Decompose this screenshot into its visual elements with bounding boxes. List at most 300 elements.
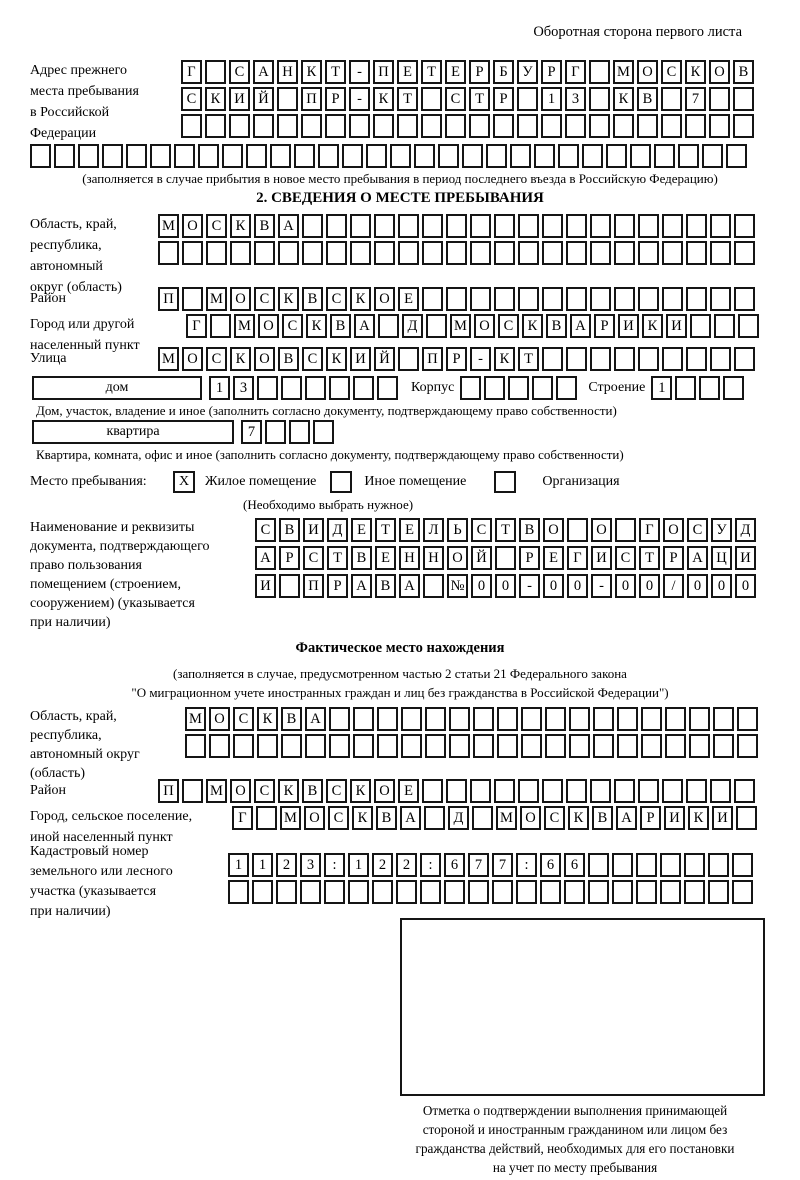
char-cell (566, 287, 587, 311)
char-cell (638, 214, 659, 238)
char-cell (492, 880, 513, 904)
char-cell: П (158, 287, 179, 311)
char-cell (637, 114, 658, 138)
char-cell: 0 (495, 574, 516, 598)
char-cell: 1 (209, 376, 230, 400)
char-cell (377, 707, 398, 731)
char-cell (734, 347, 755, 371)
actual-region-label (30, 707, 185, 783)
char-cell (612, 853, 633, 877)
char-cell: К (230, 214, 251, 238)
char-cell: 6 (540, 853, 561, 877)
char-cell (558, 144, 579, 168)
char-cell (182, 241, 203, 265)
street-label: Улица (30, 351, 67, 366)
char-cell: А (399, 574, 420, 598)
char-cell: С (302, 347, 323, 371)
char-cell: Г (186, 314, 207, 338)
char-cell (422, 241, 443, 265)
char-cell: И (666, 314, 687, 338)
char-cell (708, 880, 729, 904)
char-cell: Р (469, 60, 490, 84)
char-cell: / (663, 574, 684, 598)
actual-location-note-line: (заполняется в случае, предусмотренном частью 2 статьи 21 Федерального закона (173, 666, 627, 681)
char-cell: В (546, 314, 567, 338)
char-cell (521, 707, 542, 731)
char-cell (350, 241, 371, 265)
char-cell: В (330, 314, 351, 338)
char-cell (661, 114, 682, 138)
actual-location-title: Фактическое место нахождения (295, 640, 505, 656)
char-cell: Р (663, 546, 684, 570)
char-cell (678, 144, 699, 168)
char-cell: И (303, 518, 324, 542)
document-label-line: при наличии) (30, 615, 111, 630)
stamp-box (400, 918, 765, 1096)
char-cell: О (230, 779, 251, 803)
char-cell (270, 144, 291, 168)
char-cell: В (302, 779, 323, 803)
region-label-line: автономный (30, 259, 103, 274)
char-cell (733, 87, 754, 111)
actual-district-row (158, 779, 758, 803)
char-cell: Т (639, 546, 660, 570)
char-cell (710, 214, 731, 238)
char-cell (630, 144, 651, 168)
stamp-note (360, 1101, 790, 1177)
char-cell (684, 880, 705, 904)
char-cell (518, 287, 539, 311)
char-cell: М (496, 806, 517, 830)
char-cell (684, 853, 705, 877)
char-cell: М (234, 314, 255, 338)
char-cell (689, 707, 710, 731)
actual-city-block (30, 806, 770, 845)
char-cell: С (206, 214, 227, 238)
char-cell: Р (446, 347, 467, 371)
char-cell: К (257, 707, 278, 731)
char-cell: П (303, 574, 324, 598)
char-cell: К (613, 87, 634, 111)
cadastral-label-line: Кадастровый номер (30, 844, 149, 859)
cadastral-row-1 (228, 853, 756, 877)
char-cell (252, 880, 273, 904)
char-cell: 7 (685, 87, 706, 111)
char-cell: В (592, 806, 613, 830)
korpus-label: Корпус (411, 380, 455, 395)
char-cell: О (254, 347, 275, 371)
char-cell (636, 880, 657, 904)
stay-type-note: (Необходимо выбрать нужное) (243, 497, 414, 512)
house-row (32, 376, 770, 400)
prev-address-label-line: Федерации (30, 126, 97, 141)
char-cell: В (278, 347, 299, 371)
document-label-line: помещением (строением, (30, 577, 181, 592)
char-cell (494, 214, 515, 238)
char-cell: Д (448, 806, 469, 830)
char-cell (590, 241, 611, 265)
actual-region-row-1 (185, 707, 761, 731)
document-label-line: документа, подтверждающего (30, 539, 210, 554)
char-cell: 6 (564, 853, 585, 877)
char-cell: С (181, 87, 202, 111)
apartment-note: Квартира, комната, офис и иное (заполнить согласно документу, подтверждающему право собственности) (36, 447, 624, 462)
char-cell: М (450, 314, 471, 338)
char-cell (737, 707, 758, 731)
char-cell: Р (327, 574, 348, 598)
char-cell: А (255, 546, 276, 570)
char-cell: А (253, 60, 274, 84)
char-cell (510, 144, 531, 168)
char-cell (614, 241, 635, 265)
char-cell (198, 144, 219, 168)
char-cell: К (230, 347, 251, 371)
char-cell (686, 779, 707, 803)
char-cell (324, 880, 345, 904)
region-block (30, 214, 770, 295)
prev-address-label (30, 60, 181, 144)
char-cell (542, 214, 563, 238)
region-label-line: округ (область) (30, 280, 122, 295)
char-cell (460, 376, 481, 400)
actual-region-label-line: республика, (30, 728, 102, 743)
char-cell: В (254, 214, 275, 238)
char-cell: С (254, 779, 275, 803)
char-cell: А (570, 314, 591, 338)
char-cell: С (615, 546, 636, 570)
stroenie-label: Строение (588, 380, 646, 395)
char-cell (150, 144, 171, 168)
char-cell (233, 734, 254, 758)
char-cell: М (280, 806, 301, 830)
char-cell (662, 214, 683, 238)
char-cell: : (420, 853, 441, 877)
char-cell (593, 707, 614, 731)
char-cell: Г (639, 518, 660, 542)
char-cell: О (304, 806, 325, 830)
char-cell: Д (735, 518, 756, 542)
char-cell: Г (181, 60, 202, 84)
char-cell (638, 287, 659, 311)
char-cell: И (664, 806, 685, 830)
char-cell (78, 144, 99, 168)
char-cell (494, 779, 515, 803)
char-cell (566, 214, 587, 238)
char-cell: В (279, 518, 300, 542)
char-cell: С (661, 60, 682, 84)
char-cell: В (376, 806, 397, 830)
char-cell (638, 241, 659, 265)
char-cell: : (324, 853, 345, 877)
char-cell: Т (469, 87, 490, 111)
char-cell: П (158, 779, 179, 803)
char-cell (446, 241, 467, 265)
char-cell (636, 853, 657, 877)
char-cell (181, 114, 202, 138)
char-cell: Й (374, 347, 395, 371)
char-cell (426, 314, 447, 338)
korpus-cells (460, 376, 580, 400)
cadastral-block (30, 842, 770, 919)
prev-address-row-3 (181, 114, 757, 138)
char-cell: С (254, 287, 275, 311)
char-cell: К (350, 287, 371, 311)
char-cell (638, 779, 659, 803)
char-cell: Р (541, 60, 562, 84)
prev-address-label-line: в Российской (30, 105, 110, 120)
document-label-line: сооружением) (указывается (30, 596, 195, 611)
char-cell: С (229, 60, 250, 84)
char-cell (726, 144, 747, 168)
stamp-note-line: гражданства действий, необходимых для его постановки (415, 1141, 735, 1156)
char-cell (222, 144, 243, 168)
char-cell (542, 779, 563, 803)
char-cell (422, 214, 443, 238)
char-cell: 0 (711, 574, 732, 598)
char-cell: - (591, 574, 612, 598)
char-cell: М (158, 214, 179, 238)
char-cell (425, 734, 446, 758)
char-cell (734, 241, 755, 265)
char-cell: 0 (687, 574, 708, 598)
char-cell: С (206, 347, 227, 371)
char-cell (569, 734, 590, 758)
char-cell: О (637, 60, 658, 84)
char-cell: Н (399, 546, 420, 570)
char-cell (366, 144, 387, 168)
cadastral-label-line: участка (указывается (30, 884, 157, 899)
char-cell (253, 114, 274, 138)
char-cell: В (281, 707, 302, 731)
char-cell (302, 241, 323, 265)
char-cell (685, 114, 706, 138)
char-cell (329, 707, 350, 731)
char-cell: Т (327, 546, 348, 570)
char-cell: Т (518, 347, 539, 371)
char-cell: Е (397, 60, 418, 84)
char-cell: В (637, 87, 658, 111)
char-cell (486, 144, 507, 168)
char-cell: К (301, 60, 322, 84)
stay-type-option-residential: Жилое помещение (205, 474, 317, 489)
char-cell: М (206, 779, 227, 803)
char-cell: 3 (300, 853, 321, 877)
char-cell: Е (445, 60, 466, 84)
city-label-line: населенный пункт (30, 338, 140, 353)
char-cell: 0 (543, 574, 564, 598)
char-cell (265, 420, 286, 444)
city-row (186, 314, 762, 338)
char-cell: 2 (372, 853, 393, 877)
document-row-2 (255, 546, 759, 570)
char-cell (732, 853, 753, 877)
char-cell: С (282, 314, 303, 338)
section2-title: 2. СВЕДЕНИЯ О МЕСТЕ ПРЕБЫВАНИЯ (256, 190, 544, 206)
char-cell: О (543, 518, 564, 542)
char-cell: О (182, 347, 203, 371)
char-cell (641, 734, 662, 758)
prev-address-row-2 (181, 87, 757, 111)
char-cell: С (326, 287, 347, 311)
char-cell (257, 734, 278, 758)
char-cell (714, 314, 735, 338)
char-cell (508, 376, 529, 400)
char-cell: - (349, 60, 370, 84)
char-cell (495, 546, 516, 570)
char-cell: М (158, 347, 179, 371)
char-cell: С (445, 87, 466, 111)
char-cell (305, 376, 326, 400)
char-cell (518, 779, 539, 803)
char-cell (257, 376, 278, 400)
char-cell (422, 287, 443, 311)
char-cell (205, 60, 226, 84)
char-cell (446, 214, 467, 238)
char-cell (565, 114, 586, 138)
char-cell (279, 574, 300, 598)
char-cell: К (350, 779, 371, 803)
char-cell (470, 241, 491, 265)
char-cell (182, 779, 203, 803)
char-cell (661, 87, 682, 111)
char-cell (590, 287, 611, 311)
char-cell: К (205, 87, 226, 111)
char-cell: Р (279, 546, 300, 570)
char-cell: М (613, 60, 634, 84)
char-cell: Д (327, 518, 348, 542)
char-cell (606, 144, 627, 168)
char-cell (494, 241, 515, 265)
char-cell: С (328, 806, 349, 830)
actual-region-label-line: Область, край, (30, 709, 117, 724)
stamp-note-line: стороной и иностранным гражданином или лицом без (422, 1122, 728, 1137)
char-cell (660, 853, 681, 877)
char-cell (723, 376, 744, 400)
char-cell (736, 806, 757, 830)
char-cell: К (685, 60, 706, 84)
char-cell (325, 114, 346, 138)
char-cell (281, 734, 302, 758)
char-cell (614, 347, 635, 371)
char-cell: О (258, 314, 279, 338)
char-cell (276, 880, 297, 904)
char-cell (613, 114, 634, 138)
char-cell (246, 144, 267, 168)
char-cell (612, 880, 633, 904)
char-cell (301, 114, 322, 138)
char-cell (329, 734, 350, 758)
region-label (30, 214, 158, 298)
char-cell (377, 734, 398, 758)
char-cell: К (688, 806, 709, 830)
char-cell (541, 114, 562, 138)
char-cell: Е (399, 518, 420, 542)
char-cell: О (182, 214, 203, 238)
char-cell: 0 (615, 574, 636, 598)
actual-city-label-line: Город, сельское поселение, (30, 809, 193, 824)
char-cell (390, 144, 411, 168)
district-row (158, 287, 758, 311)
char-cell (532, 376, 553, 400)
char-cell (493, 114, 514, 138)
char-cell (638, 347, 659, 371)
prev-address-row-4 (30, 144, 770, 168)
document-label-line: Наименование и реквизиты (30, 520, 195, 535)
region-row-1 (158, 214, 758, 238)
char-cell: К (278, 287, 299, 311)
char-cell (348, 880, 369, 904)
char-cell (256, 806, 277, 830)
char-cell: Р (519, 546, 540, 570)
char-cell (401, 734, 422, 758)
actual-city-row (232, 806, 760, 830)
char-cell (398, 214, 419, 238)
char-cell: Р (594, 314, 615, 338)
prev-address-label-line: Адрес прежнего (30, 63, 127, 78)
char-cell (473, 707, 494, 731)
char-cell (662, 347, 683, 371)
char-cell: В (375, 574, 396, 598)
char-cell (102, 144, 123, 168)
char-cell: С (544, 806, 565, 830)
char-cell (421, 87, 442, 111)
cadastral-label (30, 842, 228, 922)
apartment-box: квартира (32, 420, 234, 444)
char-cell (737, 734, 758, 758)
char-cell: 1 (651, 376, 672, 400)
char-cell (665, 707, 686, 731)
char-cell: К (306, 314, 327, 338)
char-cell: - (519, 574, 540, 598)
char-cell (521, 734, 542, 758)
actual-district-block (30, 779, 770, 806)
char-cell (398, 241, 419, 265)
street-row (158, 347, 758, 371)
char-cell: 7 (241, 420, 262, 444)
char-cell: Н (423, 546, 444, 570)
prev-address-note: (заполняется в случае прибытия в новое место пребывания в период последнего въезда в Российскую Федерацию) (82, 171, 718, 186)
prev-address-block (30, 60, 770, 144)
char-cell (699, 376, 720, 400)
char-cell (484, 376, 505, 400)
stay-type-label: Место пребывания: (30, 474, 147, 489)
char-cell (425, 707, 446, 731)
char-cell (675, 376, 696, 400)
char-cell (300, 880, 321, 904)
char-cell: 1 (541, 87, 562, 111)
char-cell (397, 114, 418, 138)
apartment-cells (241, 420, 337, 444)
char-cell (734, 214, 755, 238)
char-cell: Г (232, 806, 253, 830)
char-cell (660, 880, 681, 904)
char-cell (158, 241, 179, 265)
char-cell (438, 144, 459, 168)
char-cell (424, 806, 445, 830)
char-cell: С (303, 546, 324, 570)
char-cell: С (471, 518, 492, 542)
char-cell (420, 880, 441, 904)
char-cell (374, 241, 395, 265)
char-cell: М (185, 707, 206, 731)
char-cell (205, 114, 226, 138)
char-cell (206, 241, 227, 265)
char-cell (662, 287, 683, 311)
char-cell (329, 376, 350, 400)
char-cell: Г (565, 60, 586, 84)
char-cell (326, 241, 347, 265)
char-cell: А (354, 314, 375, 338)
